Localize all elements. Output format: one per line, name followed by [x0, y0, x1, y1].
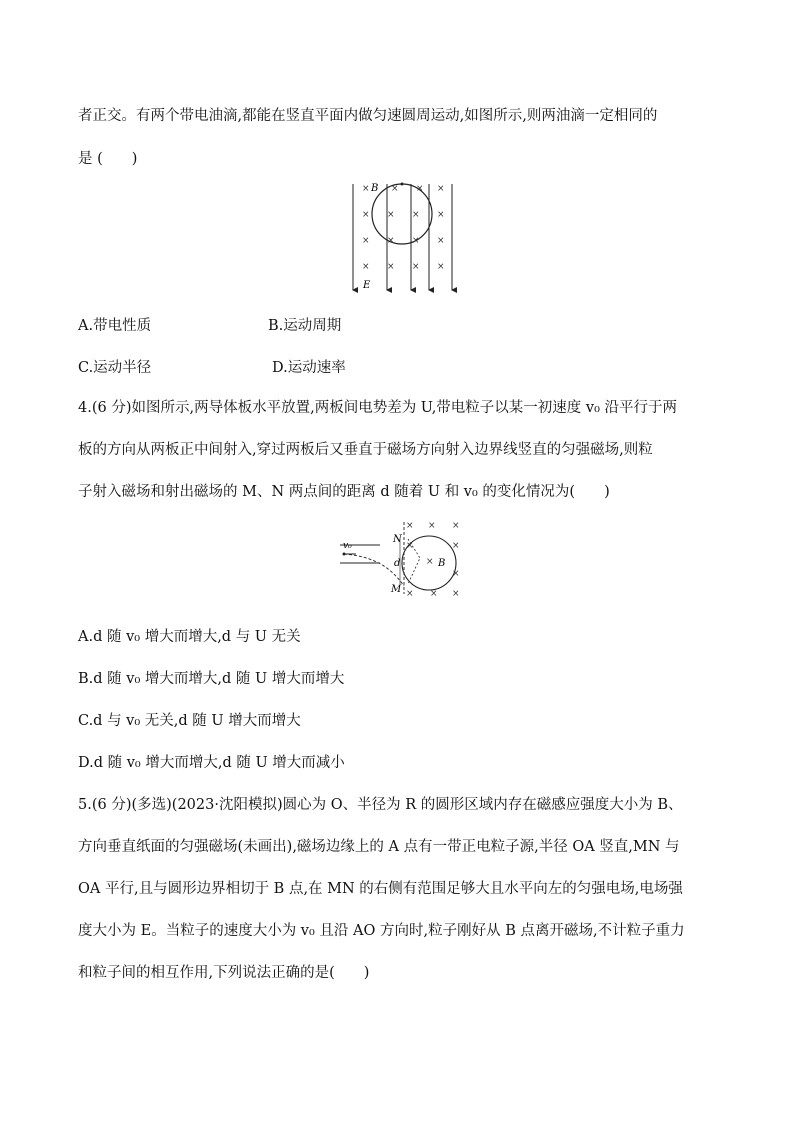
svg-text:×: × [437, 236, 445, 246]
svg-text:×: × [426, 557, 434, 567]
magnetic-field-crosses-q4 [406, 521, 460, 598]
svg-text:×: × [412, 236, 420, 246]
label-d: d [394, 558, 401, 569]
q4-option-c[interactable]: C.d 与 v₀ 无关,d 随 U 增大而增大 [78, 713, 301, 729]
q5-line-3: OA 平行,且与圆形边界相切于 B 点,在 MN 的右侧有范围足够大且水平向左的匀强电场,电场强 [78, 881, 683, 897]
q3-option-a[interactable]: A.带电性质 [78, 318, 152, 334]
svg-text:×: × [430, 589, 438, 598]
svg-text:×: × [452, 521, 460, 531]
svg-text:×: × [437, 184, 445, 194]
label-v0: v₀ [343, 541, 352, 551]
q5-line-4: 度大小为 E。当粒子的速度大小为 v₀ 且沿 AO 方向时,粒子刚好从 B 点离开磁场,不计粒子重力 [78, 923, 685, 939]
q3-option-c[interactable]: C.运动半径 [78, 360, 152, 376]
q5-line-1: 5.(6 分)(多选)(2023·沈阳模拟)圆心为 O、半径为 R 的圆形区域内存在磁感应强度大小为 B、 [78, 797, 683, 813]
q5-line-2: 方向垂直纸面的匀强磁场(未画出),磁场边缘上的 A 点有一带正电粒子源,半径 OA 竖直,MN 与 [78, 839, 680, 855]
svg-text:×: × [452, 541, 460, 551]
svg-text:×: × [412, 210, 420, 220]
q4-option-b[interactable]: B.d 随 v₀ 增大而增大,d 随 U 增大而增大 [78, 671, 345, 687]
svg-text:×: × [387, 236, 395, 246]
q4-figure [338, 518, 468, 598]
label-e: E [363, 280, 371, 291]
svg-text:×: × [362, 184, 370, 194]
q4-option-d[interactable]: D.d 随 v₀ 增大而增大,d 随 U 增大而减小 [78, 755, 345, 771]
q3-line-1: 者正交。有两个带电油滴,都能在竖直平面内做匀速圆周运动,如图所示,则两油滴一定相同的 [78, 108, 658, 124]
label-n: N [393, 534, 402, 545]
q4-option-a[interactable]: A.d 随 v₀ 增大而增大,d 与 U 无关 [78, 629, 301, 645]
svg-text:×: × [452, 589, 460, 598]
svg-text:×: × [362, 210, 370, 220]
q3-figure [348, 178, 458, 298]
q5-line-5: 和粒子间的相互作用,下列说法正确的是( ) [78, 965, 370, 981]
q3-option-b[interactable]: B.运动周期 [268, 318, 342, 334]
svg-text:×: × [428, 521, 436, 531]
magnetic-field-crosses [362, 184, 445, 272]
q4-line-3: 子射入磁场和射出磁场的 M、N 两点间的距离 d 随着 U 和 v₀ 的变化情况为( ) [78, 484, 610, 500]
q4-line-2: 板的方向从两板正中间射入,穿过两板后又垂直于磁场方向射入边界线竖直的匀强磁场,则粒 [78, 442, 653, 458]
svg-text:×: × [406, 589, 414, 598]
svg-text:×: × [391, 184, 399, 194]
svg-text:×: × [362, 236, 370, 246]
label-m: M [391, 584, 402, 595]
label-b-q4: B [438, 558, 446, 569]
svg-text:×: × [406, 541, 414, 551]
label-b: B [371, 183, 379, 194]
svg-text:×: × [452, 569, 460, 579]
svg-text:×: × [362, 262, 370, 272]
svg-text:×: × [387, 262, 395, 272]
svg-text:×: × [416, 184, 424, 194]
svg-text:×: × [437, 262, 445, 272]
svg-text:×: × [406, 521, 414, 531]
q3-line-2: 是 ( ) [78, 151, 138, 167]
svg-text:×: × [437, 210, 445, 220]
q4-line-1: 4.(6 分)如图所示,两导体板水平放置,两板间电势差为 U,带电粒子以某一初速度 v₀ 沿平行于两 [78, 400, 678, 416]
svg-text:×: × [412, 262, 420, 272]
q3-option-d[interactable]: D.运动速率 [272, 360, 346, 376]
svg-text:×: × [387, 210, 395, 220]
